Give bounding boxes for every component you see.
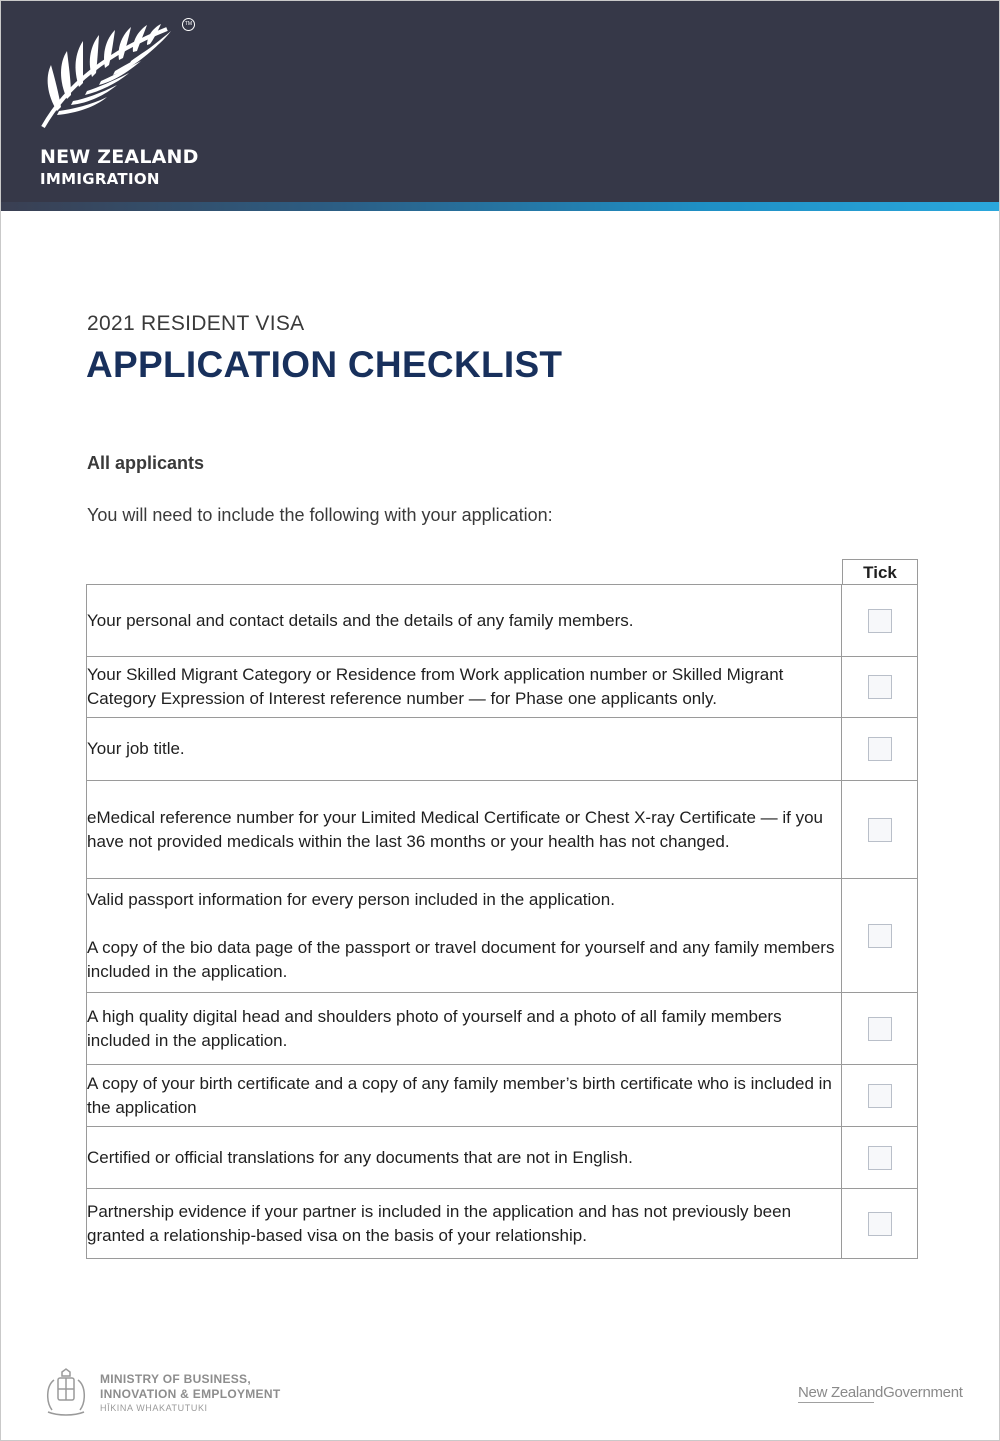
- tick-checkbox[interactable]: [868, 609, 892, 633]
- checklist-row: [87, 1127, 918, 1189]
- tick-checkbox[interactable]: [868, 737, 892, 761]
- checklist-item-paragraph: eMedical reference number for your Limited Medical Certificate or Chest X-ray Certificate — if you have not provided medicals within the last 36 months or your health has not changed.: [87, 807, 824, 851]
- logo-text-new-zealand: NEW ZEALAND: [40, 146, 199, 168]
- checklist-item-paragraph: A copy of the bio data page of the passport or travel document for yourself and any family members included in the application.: [87, 937, 835, 981]
- checklist-item-paragraph: A copy of your birth certificate and a copy of any family member’s birth certificate who is included in the application: [87, 1073, 832, 1117]
- section-heading: All applicants: [87, 453, 205, 473]
- tick-checkbox[interactable]: [868, 1146, 892, 1170]
- document-subtitle: 2021 RESIDENT VISA: [87, 312, 305, 335]
- tick-cell: [842, 1127, 918, 1189]
- tick-checkbox[interactable]: [868, 818, 892, 842]
- checklist-item-text: [87, 781, 842, 879]
- checklist-row: [87, 657, 918, 718]
- nz-government-text-part2: Government: [883, 1384, 963, 1401]
- coat-of-arms-icon: [40, 1368, 92, 1418]
- checklist-item-text: [87, 718, 842, 781]
- tick-cell: [842, 879, 918, 993]
- checklist-row: [87, 879, 918, 993]
- trademark-mark: TM: [182, 18, 195, 31]
- checklist-table: [86, 584, 918, 1259]
- mbie-name-line2: INNOVATION & EMPLOYMENT: [100, 1387, 281, 1401]
- page-title: APPLICATION CHECKLIST: [86, 344, 563, 385]
- checklist-item-paragraph: Valid passport information for every person included in the application.: [87, 889, 615, 909]
- tick-checkbox[interactable]: [868, 1084, 892, 1108]
- tick-checkbox[interactable]: [868, 924, 892, 948]
- checklist-item-text: [87, 879, 842, 993]
- mbie-maori-name: HĪKINA WHAKATUTUKI: [100, 1403, 208, 1413]
- nz-government-text-part1: New Zealand: [798, 1384, 884, 1401]
- tick-cell: [842, 993, 918, 1065]
- checklist-row: [87, 1189, 918, 1259]
- checklist-row: [87, 585, 918, 657]
- checklist-item-paragraph: A high quality digital head and shoulders photo of yourself and a photo of all family members included in the application.: [87, 1006, 782, 1050]
- checklist-item-paragraph: Your Skilled Migrant Category or Residence from Work application number or Skilled Migrant Category Expression of Interest reference number — for Phase one applicants only.: [87, 665, 784, 708]
- tick-cell: [842, 1189, 918, 1259]
- checklist-item-paragraph: Your personal and contact details and the details of any family members.: [87, 610, 634, 630]
- checklist-item-paragraph: Your job title.: [87, 739, 185, 758]
- checklist-item-text: [87, 585, 842, 657]
- tick-checkbox[interactable]: [868, 675, 892, 699]
- tick-cell: [842, 657, 918, 718]
- nz-government-logo: [798, 1384, 963, 1401]
- checklist-row: [87, 1065, 918, 1127]
- silver-fern-icon: [37, 15, 207, 145]
- tick-checkbox[interactable]: [868, 1017, 892, 1041]
- checklist-item-text: [87, 1065, 842, 1127]
- checklist-item-paragraph: Partnership evidence if your partner is included in the application and has not previously been granted a relationship-based visa on the basis of your relationship.: [87, 1201, 792, 1245]
- checklist-row: [87, 993, 918, 1065]
- header-stripe: [1, 202, 999, 211]
- tick-cell: [842, 585, 918, 657]
- intro-text: You will need to include the following with your application:: [87, 505, 553, 525]
- tick-cell: [842, 718, 918, 781]
- checklist-item-paragraph: Certified or official translations for any documents that are not in English.: [87, 1147, 633, 1167]
- tick-cell: [842, 1065, 918, 1127]
- checklist-row: [87, 718, 918, 781]
- checklist-item-text: [87, 1189, 842, 1259]
- checklist-item-text: [87, 1127, 842, 1189]
- header-banner: [1, 1, 999, 203]
- tick-checkbox[interactable]: [868, 1212, 892, 1236]
- logo-text-immigration: IMMIGRATION: [40, 170, 160, 188]
- tick-cell: [842, 781, 918, 879]
- checklist-row: [87, 781, 918, 879]
- checklist-item-text: [87, 657, 842, 718]
- mbie-name-line1: MINISTRY OF BUSINESS,: [100, 1372, 251, 1386]
- tick-column-header: Tick: [842, 559, 918, 584]
- checklist-item-text: [87, 993, 842, 1065]
- nz-government-underline: [798, 1402, 874, 1403]
- nz-immigration-logo: [37, 15, 207, 188]
